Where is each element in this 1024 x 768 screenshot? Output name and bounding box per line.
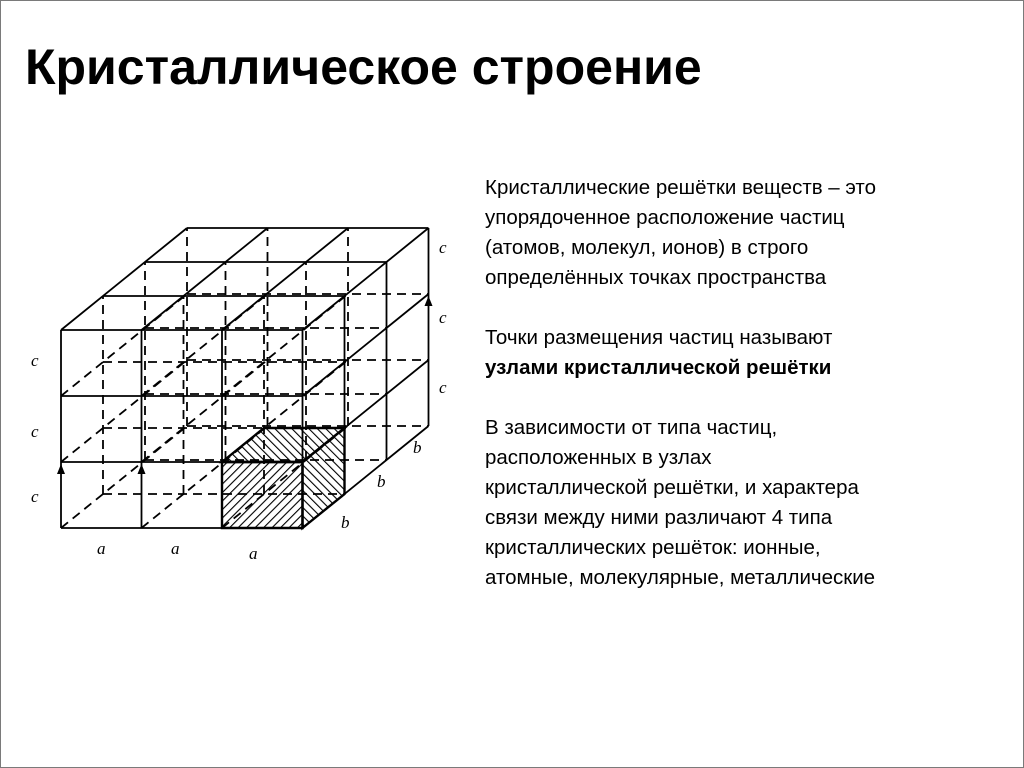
- label-c-1: c: [31, 351, 39, 370]
- label-c-6: c: [439, 378, 447, 397]
- edge-arrow: [138, 464, 146, 474]
- p3-line1: В зависимости от типа частиц,: [485, 416, 778, 439]
- paragraph-definition: [485, 173, 1005, 293]
- label-b-1: b: [341, 513, 350, 532]
- p3-line3: кристаллической решётки, и характера: [485, 476, 859, 499]
- p1-line3: (атомов, молекул, ионов) в строго: [485, 236, 809, 259]
- visible-edge: [303, 294, 429, 396]
- label-a-3: a: [249, 544, 258, 563]
- label-c-2: c: [31, 422, 39, 441]
- p1-line1: Кристаллические решётки веществ – это: [485, 176, 876, 199]
- p2-line1: Точки размещения частиц называют: [485, 326, 833, 349]
- label-c-3: c: [31, 487, 39, 506]
- p3-line4: связи между ними различают 4 типа: [485, 506, 833, 529]
- slide-title: Кристаллическое строение: [25, 39, 702, 95]
- p3-line6: атомные, молекулярные, металлические: [485, 566, 876, 589]
- paragraph-types: [485, 413, 1005, 593]
- text-body: [485, 173, 1005, 623]
- label-a-2: a: [171, 539, 180, 558]
- edge-arrow: [57, 464, 65, 474]
- paragraph-nodes: [485, 323, 1005, 383]
- crystal-lattice-drawing: [21, 201, 461, 581]
- p3-line5: кристаллических решёток: ионные,: [485, 536, 821, 559]
- visible-edge: [142, 228, 268, 330]
- p1-line2: упорядоченное расположение частиц: [485, 206, 845, 229]
- edge-arrow: [425, 296, 433, 306]
- label-b-3: b: [413, 438, 422, 457]
- p3-line2: расположенных в узлах: [485, 446, 712, 469]
- p2-bold-term: узлами кристаллической решётки: [485, 356, 832, 379]
- label-b-2: b: [377, 472, 386, 491]
- label-a-1: a: [97, 539, 106, 558]
- label-c-5: c: [439, 308, 447, 327]
- visible-edge: [222, 228, 348, 330]
- visible-edge: [303, 228, 429, 330]
- label-c-4: c: [439, 238, 447, 257]
- unit-cell-face: [222, 462, 303, 528]
- crystal-lattice-figure: [21, 201, 461, 581]
- visible-edge: [61, 228, 187, 330]
- p1-line4: определённых точках пространства: [485, 266, 827, 289]
